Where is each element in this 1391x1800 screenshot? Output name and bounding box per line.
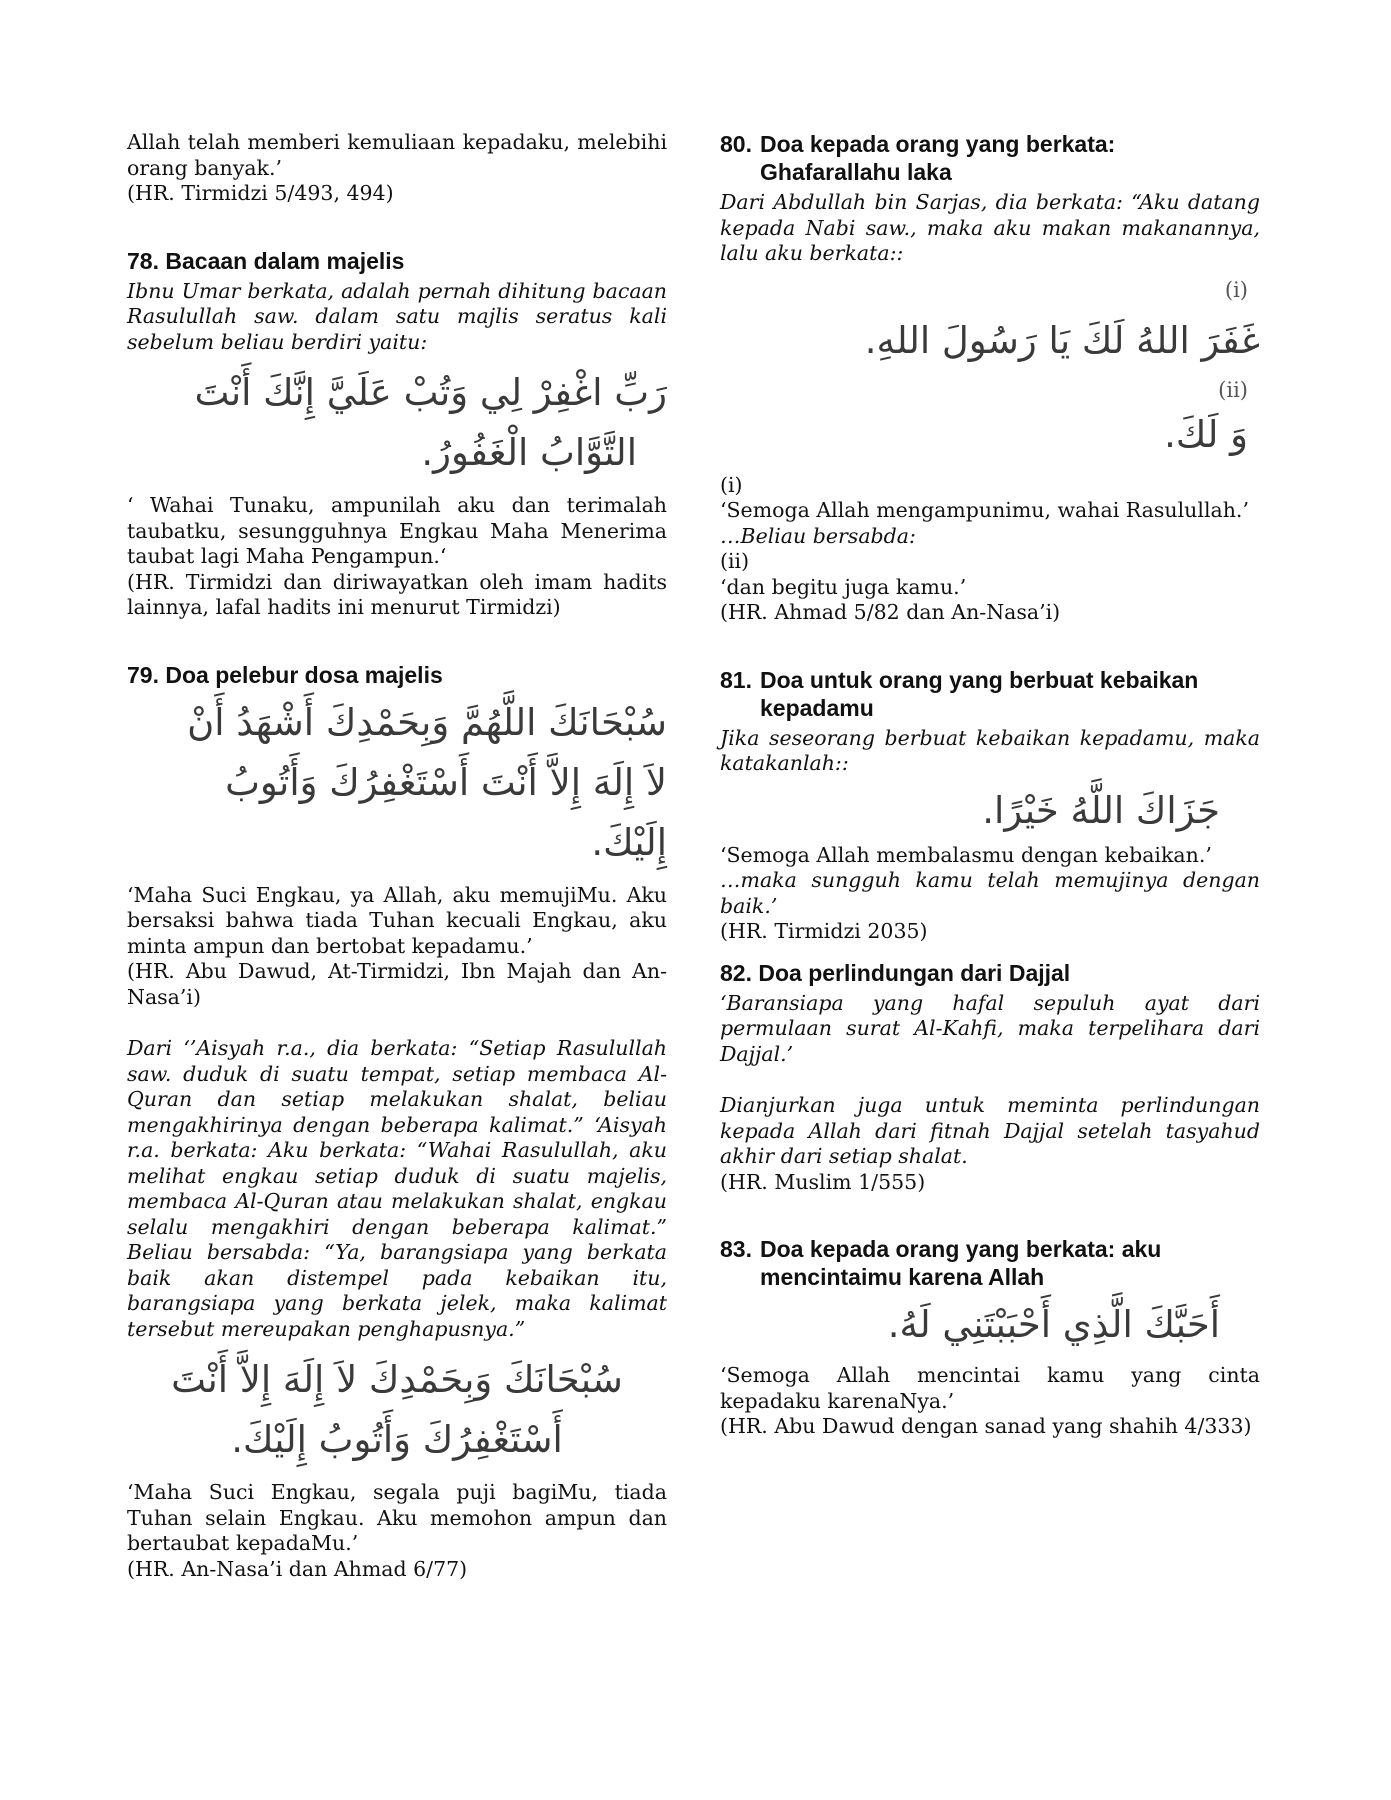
arabic-line: التَّوَّابُ الْغَفُورُ. [421,431,637,474]
section-title-cont: mencintaimu karena Allah [760,1264,1045,1290]
arabic-line: أَسْتَغْفِرُكَ وَأَتُوبُ إِلَيْكَ. [231,1418,563,1461]
section-title: Doa untuk orang yang berbuat kebaikan [760,666,1199,693]
section-79-story: Dari ‘’Aisyah r.a., dia berkata: “Setiap Rasulullah saw. duduk di suatu tempat, setiap membaca Al-Quran dan setiap melakukan shalat, beliau mengakhirinya dengan beberapa kalimat.” ‘Aisyah r.a. berkata: Aku berkata: “Wahai Rasulullah, aku melihat engkau setiap duduk di suatu majelis, membaca Al-Quran atau melakukan shalat, engkau selalu mengakhiri dengan beberapa kalimat.” Beliau bersabda: “Ya, barangsiapa yang berkata baik akan distempel pada kebaikan itu, barangsiapa yang berkata jelek, maka kalimat tersebut mereupakan penghapusnya.” [127,1036,667,1341]
intro-reference: (HR. Tirmidzi 5/493, 494) [127,181,394,205]
section-78-reference: (HR. Tirmidzi dan diriwayatkan oleh imam hadits lainnya, lafal hadits ini menurut Tirmidzi) [127,569,667,619]
section-80-arabic-2: وَ لَكَ. [1164,412,1248,456]
section-number: 78. [127,247,159,274]
section-83-heading [720,1235,1260,1291]
section-79-arabic [127,693,667,873]
section-number: 81. [720,666,752,693]
intro-text: Allah telah memberi kemuliaan kepadaku, melebihi orang banyak.’ [127,130,667,180]
arabic-line: لاَ إِلَهَ إِلاَّ أَنْتَ أَسْتَغْفِرُكَ وَأَتُوبُ [225,760,667,804]
section-number: 79. [127,661,159,688]
section-81 [720,666,1260,945]
arabic-line: رَبِّ اغْفِرْ لِي وَتُبْ عَلَيَّ إِنَّكَ أَنْتَ [194,371,667,414]
section-81-reference: (HR. Tirmidzi 2035) [720,919,928,943]
arabic-marker-i: (i) [1224,277,1248,302]
arabic-line: إِلَيْكَ. [591,820,667,864]
section-82-text-2: Dianjurkan juga untuk meminta perlindungan kepada Allah dari fitnah Dajjal setelah tasyahud akhir dari setiap shalat. [720,1093,1260,1168]
section-title: Doa perlindungan dari Dajjal [758,959,1071,986]
section-78-translation: ‘ Wahai Tunaku, ampunilah aku dan terimalah taubatku, sesungguhnya Engkau Maha Menerima taubat lagi Maha Pengampun.‘ [127,493,667,568]
section-83-translation: ‘Semoga Allah mencintai kamu yang cinta kepadaku karenaNya.’ [720,1363,1260,1413]
section-79-translation: ‘Maha Suci Engkau, ya Allah, aku memujiMu. Aku bersaksi bahwa tiada Tuhan kecuali Engkau, aku minta ampun dan bertobat kepadamu.’ [127,882,667,958]
arabic-marker-ii: (ii) [1218,377,1248,402]
section-82-text-1: ‘Baransiapa yang hafal sepuluh ayat dari permulaan surat Al-Kahfi, maka terpelihara dari Dajjal.’ [720,990,1260,1066]
section-83 [720,1235,1260,1440]
section-78 [127,247,667,621]
section-title: Bacaan dalam majelis [165,247,405,274]
section-number: 82. [720,959,752,986]
section-80 [720,130,1260,626]
section-81-intro: Jika seseorang berbuat kebaikan kepadamu, maka katakanlah:: [720,725,1260,775]
section-80-said: …Beliau bersabda: [720,523,916,548]
section-81-arabic: جَزَاكَ اللَّهُ خَيْرًا. [982,788,1220,832]
translation-label-i: (i) [720,472,743,497]
section-title: Doa kepada orang yang berkata: [760,131,1116,157]
section-title-cont: Ghafarallahu laka [760,159,952,185]
section-79-reference: (HR. Abu Dawud, At-Tirmidzi, Ibn Majah dan An-Nasa’i) [127,959,667,1009]
section-title: Doa kepada orang yang berkata: aku [760,1236,1162,1262]
section-title: Doa pelebur dosa majelis [165,661,443,688]
arabic-line: سُبْحَانَكَ وَبِحَمْدِكَ لاَ إِلَهَ إِلاَّ أَنْتَ [171,1358,623,1401]
section-82-heading [720,959,1260,987]
section-80-reference: (HR. Ahmad 5/82 dan An-Nasa’i) [720,600,1061,624]
section-78-heading [127,247,667,275]
arabic-line: سُبْحَانَكَ اللَّهُمَّ وَبِحَمْدِكَ أَشْهَدُ أَنْ [187,700,667,744]
section-80-translation-1: ‘Semoga Allah mengampunimu, wahai Rasulullah.’ [720,498,1249,522]
section-number: 83. [720,1236,752,1262]
section-82 [720,959,1260,1196]
section-81-translation: ‘Semoga Allah membalasmu dengan kebaikan.’ [720,842,1212,867]
section-83-arabic: أَحَبَّكَ الَّذِي أَحْبَبْتَنِي لَهُ. [887,1303,1220,1346]
section-81-heading [720,666,1260,722]
section-79-translation-2: ‘Maha Suci Engkau, segala puji bagiMu, tiada Tuhan selain Engkau. Aku memohon ampun dan bertaubat kepadaMu.’ [127,1480,667,1555]
section-title-cont: kepadamu [760,694,874,721]
section-78-intro: Ibnu Umar berkata, adalah pernah dihitung bacaan Rasulullah saw. dalam satu majlis seratus kali sebelum beliau berdiri yaitu: [127,278,667,354]
section-79-reference-2: (HR. An-Nasa’i dan Ahmad 6/77) [127,1556,468,1581]
translation-label-ii: (ii) [720,549,750,573]
section-79 [127,661,667,1583]
section-82-reference: (HR. Muslim 1/555) [720,1169,926,1194]
section-80-heading [720,130,1260,186]
section-80-intro: Dari Abdullah bin Sarjas, dia berkata: “Aku datang kepada Nabi saw., maka aku makan makanannya, lalu aku berkata:: [720,190,1260,265]
section-79-heading [127,661,667,689]
section-80-arabic-1: غَفَرَ اللهُ لَكَ يَا رَسُولَ اللهِ. [864,318,1260,362]
left-column [127,130,667,1582]
right-column [720,130,1260,1440]
section-number: 80. [720,131,752,157]
section-79-arabic-2 [127,1350,667,1470]
section-78-arabic [127,363,667,483]
section-80-translation-2: ‘dan begitu juga kamu.’ [720,574,967,599]
section-81-note: …maka sungguh kamu telah memujinya dengan baik.’ [720,868,1260,918]
section-83-reference: (HR. Abu Dawud dengan sanad yang shahih 4/333) [720,1414,1252,1438]
